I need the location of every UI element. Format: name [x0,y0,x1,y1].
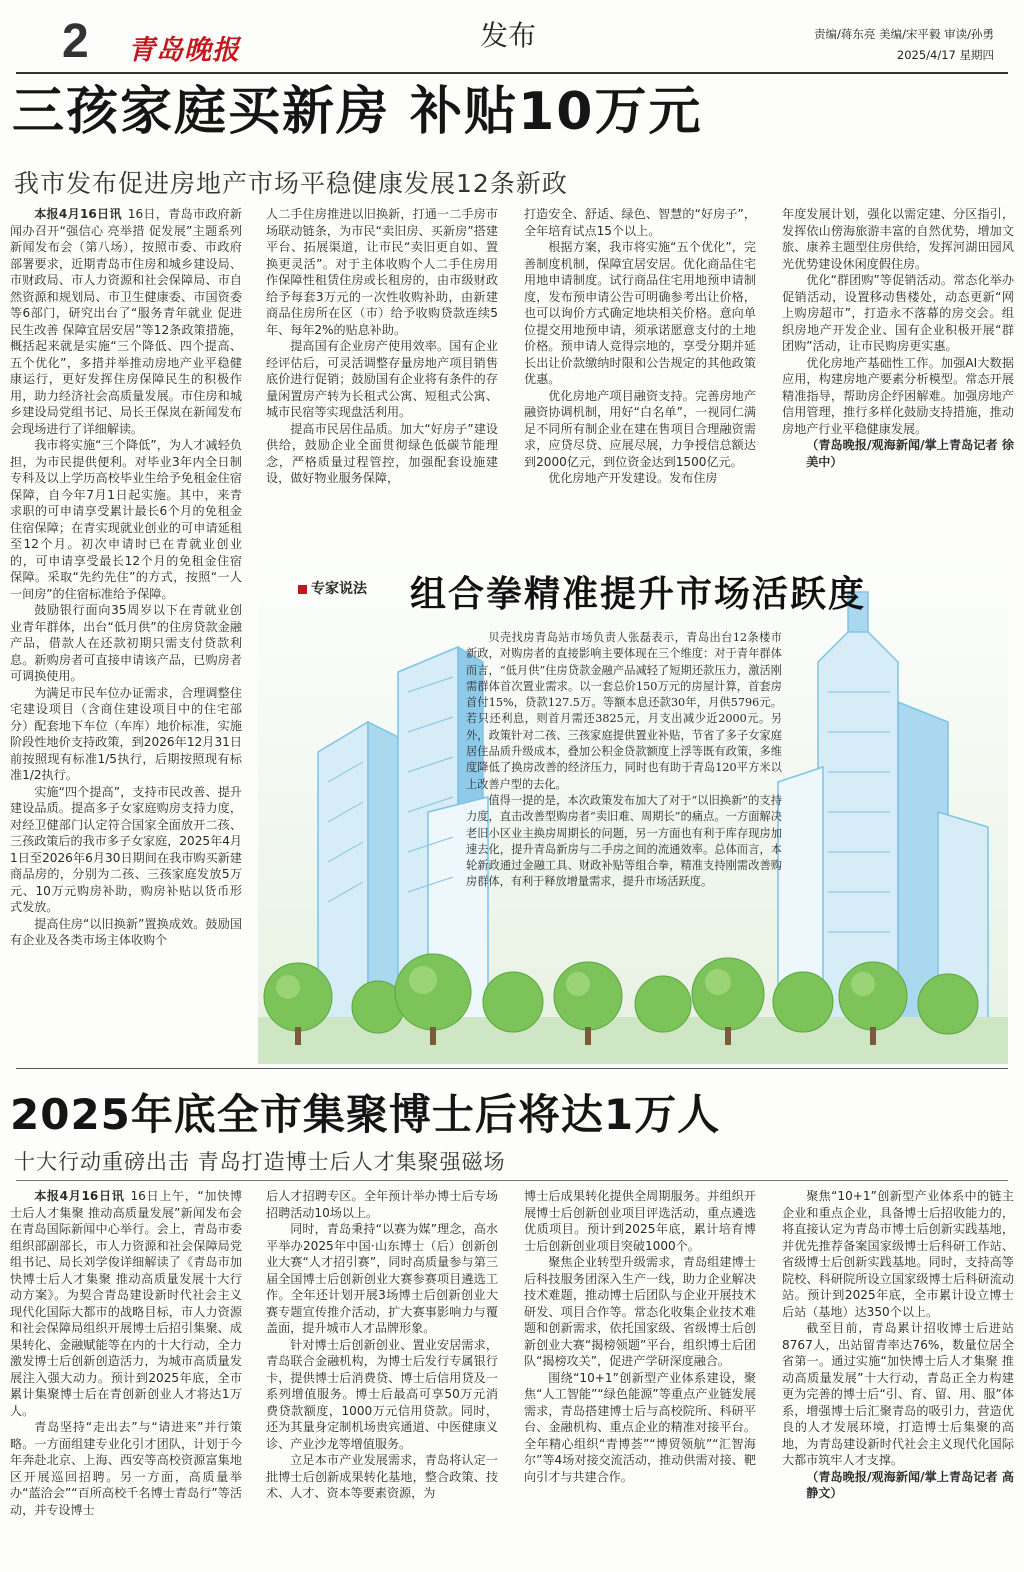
paragraph: 鼓励银行面向35周岁以下在青就业创业青年群体，出台“低月供”的住房贷款金融产品，借款人在还款初期只需支付贷款利息。新购房者可直接申请该产品，已购房者可调换使用。 [10,603,242,683]
article1-column-4 [782,206,1014,546]
paragraph: 打造安全、舒适、绿色、智慧的“好房子”，全年培育试点15个以上。 [524,207,756,238]
article1-headline: 三孩家庭买新房 补贴10万元 [12,82,703,142]
section-divider [16,1068,1008,1069]
paragraph: 为满足市民车位办证需求，合理调整住宅建设项目（含商住建设项目中的住宅部分）配套地下车位（车库）地价标准，实施阶段性地价支持政策，到2026年12月31日前按照现有标准1/5执行，后期按照现有标准1/2执行。 [10,685,242,782]
paragraph: 提高市民居住品质。加大“好房子”建设供给，鼓励企业全面贯彻绿色低碳节能理念，严格质量过程管控，加强配套设施建设，做好物业服务保障， [266,421,498,485]
paragraph: 优化房地产基础性工作。加强AI大数据应用，构建房地产要素分析模型。常态开展精准指导，帮助房企纾困解难。加强房地产信用管理，推行多样化鼓励支持措施，推动房地产行业平稳健康发展。 [782,355,1014,436]
paragraph: 后人才招聘专区。全年预计举办博士后专场招聘活动10场以上。 [266,1189,498,1220]
red-square-icon [298,585,307,594]
article2-column-2 [266,1188,498,1568]
paragraph: 截至目前，青岛累计招收博士后进站8767人，出站留青率达76%，数量位居全省第一。通过实施“加快博士后人才集聚 推动高质量发展”十大行动，青岛正全力构建更为完善的博士后“引、育、留、用、服”体系，增强博士后汇聚青岛的吸引力，营造优良的人才发展环境，打造博士后集聚的高地，为青岛建设新时代社会主义现代化国际大都市筑牢人才支撑。 [782,1321,1014,1467]
expert-tag: 专家说法 [298,578,367,598]
paragraph: 根据方案，我市将实施“五个优化”，完善制度机制，保障宜居安居。优化商品住宅用地申请制度。试行商品住宅用地预申请制度，发布预申请公告可明确参考出让价格，也可以询价方式确定地块相关价格。意向单位提交用地预申请，须承诺愿意支付的土地价格。预申请人竞得宗地的，享受分期并延长出让价款缴纳时限和公告规定的其他政策优惠。 [524,240,756,386]
editors-line: 责编/蒋东亮 美编/宋平毅 审读/孙勇 [814,27,994,41]
paragraph: 实施“四个提高”，支持市民改善、提升建设品质。提高多子女家庭购房支持力度，对经卫健部门认定符合国家全面放开二孩、三孩政策后的我市多子女家庭，2025年4月1日至2026年6月30日期间在我市购买新建商品房的，分别为二孩、三孩家庭发放5万元、10万元购房补助，购房补贴以货币形式发放。 [10,784,242,914]
subhead-divider [16,1180,1008,1181]
paragraph: 青岛坚持“走出去”与“请进来”并行策略。一方面组建专业化引才团队，计划于今年奔赴北京、上海、西安等高校资源富集地区开展巡回招聘。另一方面，高质量举办“蓝洽会”“百所高校千名博士青岛行”等活动，并专设博士 [10,1420,242,1517]
paragraph: 年度发展计划，强化以需定建、分区指引，发挥依山傍海旅游丰富的自然优势，增加文旅、康养主题型住房供给，发挥河湖田园风光优势建设休闲度假住房。 [782,207,1014,271]
lead-tag: 本报4月16日讯 [34,207,122,221]
paragraph: 立足本市产业发展需求，青岛将认定一批博士后创新成果转化基地，整合政策、技术、人才、资本等要素资源，为 [266,1453,498,1500]
expert-body [466,630,782,891]
article1-byline: （青岛晚报/观海新闻/掌上青岛记者 徐美中） [806,438,1014,469]
paragraph: 优化房地产开发建设。发布住房 [548,471,718,485]
article2-column-1 [10,1188,242,1568]
header-divider [16,72,1008,74]
paragraph: 本报4月16日讯 16日上午，“加快博士后人才集聚 推动高质量发展”新闻发布会在青岛国际新闻中心举行。会上，青岛市委组织部副部长，市人力资源和社会保障局党组书记、局长刘学俊详细解读了《青岛市加快博士后人才集聚 推动高质量发展十大行动方案》。为契合青岛建设新时代社会主义现代化国际大都市的战略目标，市人力资源和社会保障局组织开展博士后招引集聚、成果转化、金融赋能等在内的十大行动，全力激发博士后创新创造活力，为城市高质量发展注入强大动力。预计到2025年底，全市累计集聚博士后在青创新创业人才将达1万人。 [10,1189,242,1418]
paragraph: 优化“群团购”等促销活动。常态化举办促销活动，设置移动售楼处，动态更新“网上购房超市”，打造永不落幕的房交会。组织房地产开发企业、国有企业积极开展“群团购”活动，让市民购房更实惠。 [782,273,1014,353]
article2-column-4 [782,1188,1014,1568]
paragraph: 提高住房“以旧换新”置换成效。鼓励国有企业及各类市场主体收购个 [10,916,242,947]
article1-column-3 [524,206,756,546]
paragraph: 本报4月16日讯 16日，青岛市政府新闻办召开“强信心 亮举措 促发展”主题系列新闻发布会（第八场），按照市委、市政府部署要求，近期青岛市住房和城乡建设局、市财政局、市人力资源和社会保障局、市自然资源和规划局、市卫生健康委、市国资委等6部门，研究出台了“服务青年就业 促进民生改善 保障宜居安居”等12条政策措施，概括起来就是实施“三个降低、四个提高、五个优化”，多措并举推动房地产业平稳健康运行，更好发挥住房保障民生的积极作用，助力经济社会高质量发展。市住房和城乡建设局党组书记、局长王保岚在新闻发布会现场进行了详细解读。 [10,207,242,436]
article2-byline: （青岛晚报/观海新闻/掌上青岛记者 高静文） [806,1469,1014,1500]
paragraph: 同时，青岛秉持“以赛为媒”理念，高水平举办2025年中国·山东博士（后）创新创业大赛“人才招引赛”，同时高质量参与第三届全国博士后创新创业大赛参赛项目遴选工作。全年还计划开展3场博士后创新创业大赛专题宣传推介活动，扩大赛事影响力与覆盖面，提升城市人才品牌形象。 [266,1222,498,1335]
paragraph: 人二手住房推进以旧换新，打通一二手房市场联动链条，为市民“卖旧房、买新房”搭建平台、拓展渠道，让市民“卖旧更自如、置换更灵活”。对于主体收购个人二手住房用作保障性租赁住房或长租房的，由市级财政给予每套3万元的一次性收购补助，由新建商品住房所在区（市）给予收购贷款连续5年、每年2%的贴息补助。 [266,207,498,337]
paragraph: 值得一提的是，本次政策发布加大了对于“以旧换新”的支持力度，直击改善型购房者“卖旧难、周期长”的痛点。一方面解决老旧小区业主换房周期长的问题，另一方面也有利于库存现房加速去化，提升青岛新房与二手房之间的流通效率。总体而言，本轮新政通过金融工具、财政补贴等组合拳，精准支持刚需改善购房群体，有利于释放增量需求，提升市场活跃度。 [466,793,782,889]
paragraph: 提高国有企业房产使用效率。国有企业经评估后，可灵活调整存量房地产项目销售底价进行促销；鼓励国有企业将有条件的存量闲置房产转为长租式公寓、短租式公寓、城市民宿等实现盘活利用。 [266,339,498,419]
newspaper-logo: 青岛晚报 [128,35,240,66]
paragraph: 优化房地产项目融资支持。完善房地产融资协调机制，用好“白名单”，一视同仁满足不同所有制企业在建在售项目合理融资需求，应贷尽贷、应展尽展，力争授信总额达到2000亿元，到位资金达到1500亿元。 [524,388,756,469]
lead-tag: 本报4月16日讯 [34,1189,125,1203]
paragraph: 聚焦企业转型升级需求，青岛组建博士后科技服务团深入生产一线，助力企业解决技术难题，推动博士后团队与企业开展技术研发、项目合作等。常态化收集企业技术难题和创新需求，依托国家级、省级博士后创新创业大赛“揭榜领题”平台，组织博士后团队“揭榜攻关”，促进产学研深度融合。 [524,1255,756,1368]
section-title: 发布 [480,19,537,52]
paragraph: 针对博士后创新创业、置业安居需求，青岛联合金融机构，为博士后发行专属银行卡，提供博士后消费贷、博士后信用贷及一系列增值服务。博士后最高可享50万元消费贷款额度，1000万元信用贷款。同时，还为其量身定制机场贵宾通道、中医健康义诊、产业沙龙等增值服务。 [266,1337,498,1451]
article2-headline: 2025年底全市集聚博士后将达1万人 [10,1090,721,1139]
article2-subheadline: 十大行动重磅出击 青岛打造博士后人才集聚强磁场 [14,1150,506,1174]
paragraph: 聚焦“10+1”创新型产业体系中的链主企业和重点企业，具备博士后招收能力的，将直接认定为青岛市博士后创新实践基地，并优先推荐备案国家级博士后科研工作站、省级博士后创新实践基地。同时，支持高等院校、科研院所设立国家级博士后科研流动站。预计到2025年底，全市累计设立博士后站（基地）达350个以上。 [782,1189,1014,1319]
paragraph: 围绕“10+1”创新型产业体系建设，聚焦“人工智能”“绿色能源”等重点产业链发展需求，青岛搭建博士后与高校院所、科研平台、金融机构、重点企业的精准对接平台。全年精心组织“青博荟”“博贸领航”“汇智海尔”等4场对接交流活动，推动供需对接、靶向引才与共建合作。 [524,1370,756,1484]
issue-date: 2025/4/17 星期四 [896,48,994,62]
article1-column-1 [10,206,242,1066]
article1-column-2 [266,206,498,546]
expert-title: 组合拳精准提升市场活跃度 [410,574,867,615]
paragraph: 博士后成果转化提供全周期服务。并组织开展博士后创新创业项目评选活动，重点遴选优质项目。预计到2025年底，累计培育博士后创新创业项目突破1000个。 [524,1189,756,1253]
paragraph: 贝壳找房青岛站市场负责人张磊表示，青岛出台12条楼市新政，对购房者的直接影响主要体现在三个维度：对于青年群体而言，“低月供”住房贷款金融产品减轻了短期还款压力，激活刚需群体首次置业需求。以一套总价150万元的房屋计算，首套房首付15%，贷款127.5万。等额本息还款30年，月供5796元。若只还利息，则首月需还3825元，月支出减少近2000元。另外，政策针对二孩、三孩家庭提供置业补贴，节省了多子女家庭居住品质升级成本，叠加公积金贷款额度上浮等既有政策，多维度降低了换房改善的经济压力，同时也有助于青岛120平方米以上改善户型的去化。 [466,631,782,791]
paragraph: 我市将实施“三个降低”，为人才减轻负担，为市民提供便利。对毕业3年内全日制专科及以上学历高校毕业生给予免租金住宿保障，自今年7月1日起实施。其中，来青求职的可申请享受累计最长6个月的免租金住宿保障；在青实现就业创业的可申请延租至12个月。初次申请时已在青就业创业的，可申请享受最长12个月的免租金住宿保障。采取“先约先住”的方式，按照“一人一间房”的住宿标准给予保障。 [10,438,242,601]
article2-column-3 [524,1188,756,1568]
header-meta [814,24,994,66]
page-number: 2 [62,15,89,68]
article1-subheadline: 我市发布促进房地产市场平稳健康发展12条新政 [14,169,568,198]
